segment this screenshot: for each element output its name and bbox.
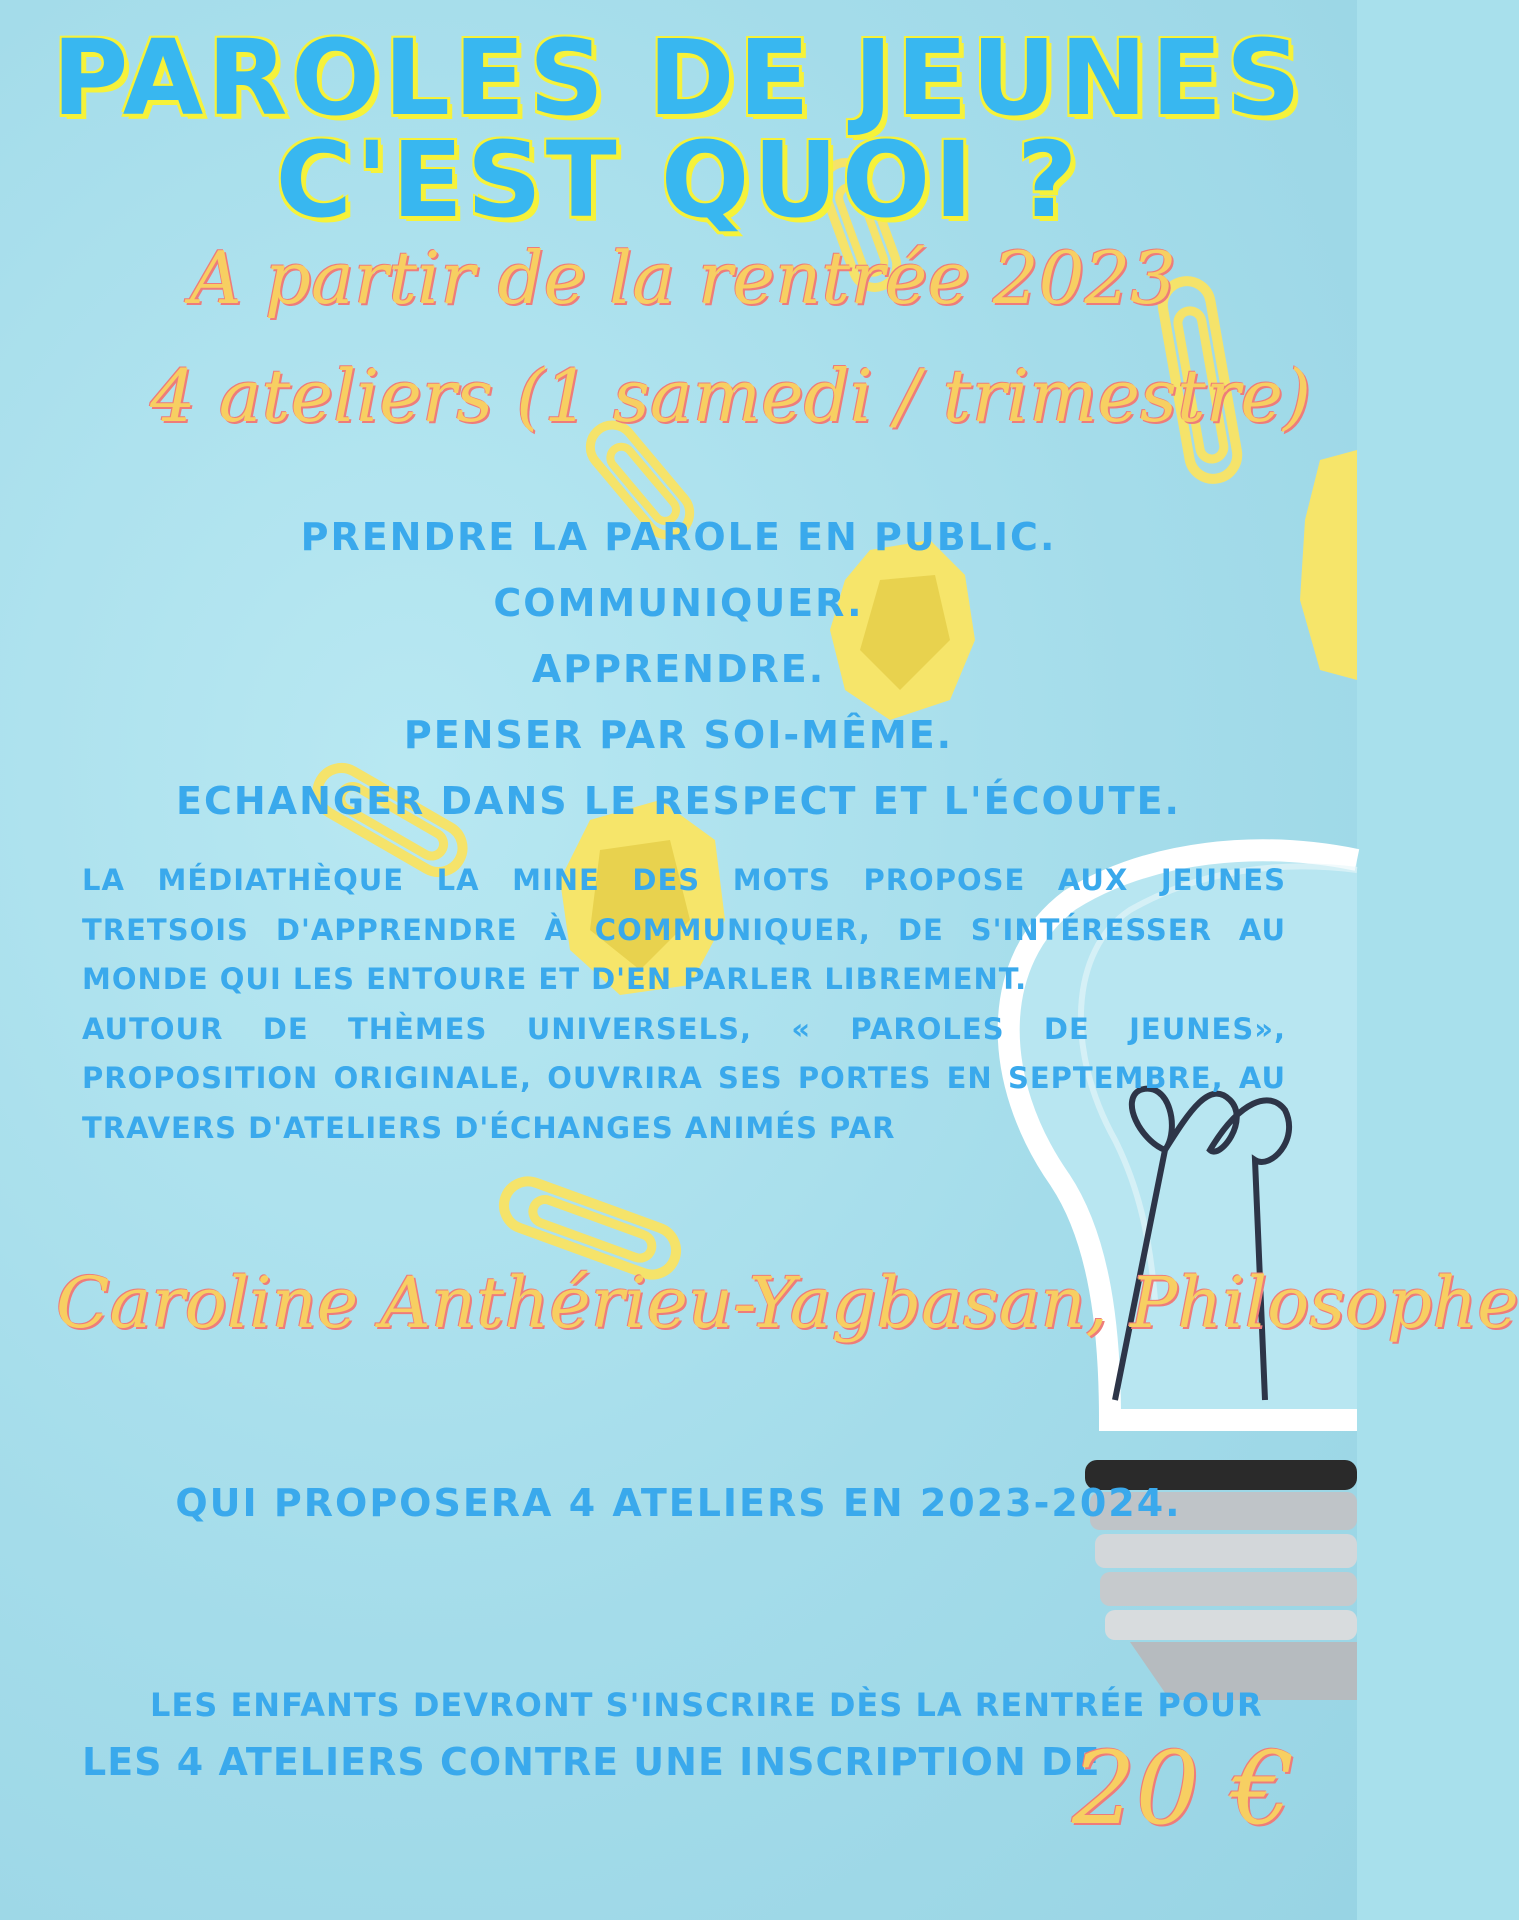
description-paragraph-1: LA MÉDIATHÈQUE LA MINE DES MOTS PROPOSE AUX JEUNES TRETSOIS D'APPRENDRE À COMMUNIQUER, DE S'INTÉRESSER AU MONDE QUI LES ENTOURE ET D'EN PARLER LIBREMENT.	[82, 863, 1286, 996]
enrollment-line-1: LES ENFANTS DEVRONT S'INSCRIRE DÈS LA RENTRÉE POUR	[150, 1686, 1263, 1724]
author-name: Caroline Anthérieu-Yagbasan, Philosophe	[56, 1262, 1519, 1344]
title-line-2: C'EST QUOI ?	[275, 119, 1082, 241]
enrollment-line-2: LES 4 ATELIERS CONTRE UNE INSCRIPTION DE	[82, 1740, 1101, 1784]
goal-item: COMMUNIQUER.	[493, 581, 864, 625]
crumpled-paper-icon	[830, 540, 975, 720]
crumpled-paper-icon	[1300, 450, 1357, 680]
goal-item: ECHANGER DANS LE RESPECT ET L'ÉCOUTE.	[176, 779, 1181, 823]
workshops-text: QUI PROPOSERA 4 ATELIERS EN 2023-2024.	[175, 1481, 1182, 1525]
subtitle-line-1: A partir de la rentrée 2023	[190, 236, 1177, 320]
subtitle-line-2: 4 ateliers (1 samedi / trimestre)	[150, 354, 1312, 438]
description	[82, 856, 1286, 1153]
price: 20 €	[1072, 1730, 1295, 1847]
description-paragraph-2: AUTOUR DE THÈMES UNIVERSELS, « PAROLES DE JEUNES», PROPOSITION ORIGINALE, OUVRIRA SES PORTES EN SEPTEMBRE, AU TRAVERS D'ATELIERS D'ÉCHANGES ANIMÉS PAR	[82, 1011, 1286, 1145]
goal-item: PRENDRE LA PAROLE EN PUBLIC.	[300, 515, 1057, 559]
goal-item: APPRENDRE.	[531, 647, 826, 691]
title-line-1: PAROLES DE JEUNES	[52, 17, 1305, 139]
goal-item: PENSER PAR SOI-MÊME.	[403, 713, 954, 757]
